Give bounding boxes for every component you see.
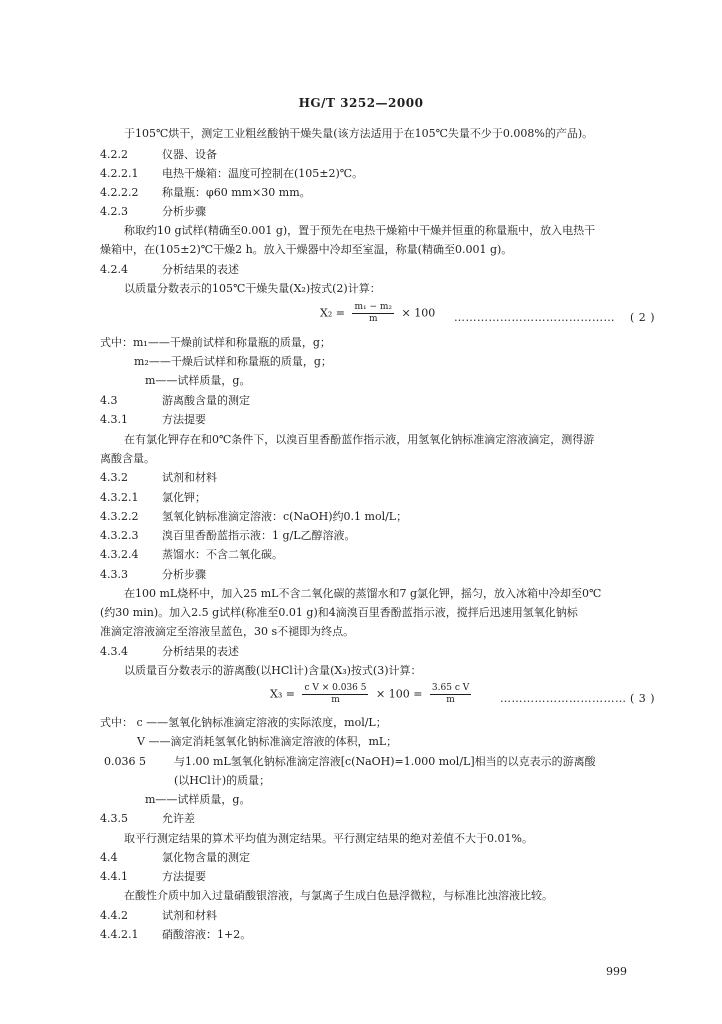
section-heading <box>100 148 217 162</box>
line-text: 离酸含量。 <box>100 452 155 465</box>
line-text: 于105℃烘干，测定工业粗丝酸钠干燥失量(该方法适用于在105℃失量不少于0.008%的产品)。 <box>124 127 594 140</box>
text-line <box>124 587 601 601</box>
clause-line <box>100 491 206 505</box>
text-line <box>124 127 593 141</box>
text-line <box>124 664 422 678</box>
equation-3 <box>270 683 475 706</box>
section-number: 4.4.2.1 <box>100 928 139 941</box>
line-text: 以质量百分数表示的游离酸(以HCl计)含量(X₃)按式(3)计算： <box>124 664 422 677</box>
text-line <box>124 889 553 903</box>
where-line <box>145 374 250 388</box>
line-text: 试样质量，g。 <box>177 374 251 387</box>
text-line <box>124 224 595 238</box>
clause-line <box>100 928 251 942</box>
section-heading <box>100 413 206 427</box>
symbol: 0.036 5 <box>104 755 146 768</box>
section-number: 4.3.2.1 <box>100 491 139 504</box>
line-text: 干燥前试样和称量瓶的质量，g； <box>169 336 331 349</box>
section-number: 4.4.1 <box>100 870 128 883</box>
symbol: m—— <box>145 793 178 806</box>
section-number: 4.3.3 <box>100 568 128 581</box>
equation-middle: × 100 = <box>375 687 423 701</box>
clause-line <box>100 510 407 524</box>
line-text: 取平行测定结果的算术平均值为测定结果。平行测定结果的绝对差值不大于0.01%。 <box>124 832 533 845</box>
text-line <box>100 625 354 639</box>
line-text: 准滴定溶液滴定至溶液呈蓝色，30 s不褪即为终点。 <box>100 625 355 638</box>
fraction-denominator: m <box>331 695 340 705</box>
where-line <box>100 716 387 730</box>
line-text: 氯化钾； <box>162 491 206 504</box>
line-text: 游离酸含量的测定 <box>162 394 250 407</box>
line-text: 方法提要 <box>162 413 206 426</box>
section-heading <box>100 645 239 659</box>
section-heading <box>100 263 239 277</box>
equation-leader-dots: …………………………………… <box>454 311 615 324</box>
line-text: 硝酸溶液：1+2。 <box>162 928 252 941</box>
line-text: 燥箱中，在(105±2)℃干燥2 h。放入干燥器中冷却至室温，称量(精确至0.001 g)。 <box>100 243 513 256</box>
section-heading <box>100 851 250 865</box>
section-number: 4.3.2.2 <box>100 510 139 523</box>
where-line <box>100 336 331 350</box>
line-text: 溴百里香酚蓝指示液：1 g/L乙醇溶液。 <box>162 529 356 542</box>
section-heading <box>100 568 206 582</box>
line-text: 滴定消耗氢氧化钠标准滴定溶液的体积，mL； <box>170 735 398 748</box>
line-text: 称量瓶：φ60 mm×30 mm。 <box>162 186 311 199</box>
symbol: m—— <box>145 374 178 387</box>
page-number: 999 <box>606 965 627 978</box>
line-text: 在100 mL烧杯中，加入25 mL不含二氧化碳的蒸馏水和7 g氯化钾，摇匀，放入冰箱中冷却至0℃ <box>124 587 602 600</box>
text-line <box>100 243 512 257</box>
fraction <box>302 683 368 706</box>
line-text: 与1.00 mL氢氧化钠标准滴定溶液[c(NaOH)=1.000 mol/L]相当的以克表示的游离酸 <box>174 755 596 768</box>
equation-lhs: X₂ = <box>320 306 345 320</box>
fraction-denominator: m <box>446 695 455 705</box>
line-text: 称取约10 g试样(精确至0.001 g)，置于预先在电热干燥箱中干燥并恒重的称量瓶中，放入电热干 <box>124 224 596 237</box>
section-heading <box>100 205 206 219</box>
line-text: 蒸馏水：不含二氧化碳。 <box>162 548 283 561</box>
clause-line <box>100 529 356 543</box>
symbol: 式中：m₁—— <box>100 336 170 349</box>
line-text: 以质量分数表示的105℃干燥失量(X₂)按式(2)计算： <box>124 282 381 295</box>
section-number: 4.4.2 <box>100 909 128 922</box>
where-line <box>134 355 332 369</box>
line-text: 干燥后试样和称量瓶的质量，g； <box>170 355 332 368</box>
where-line <box>145 793 250 807</box>
equation-lhs: X₃ = <box>270 687 295 701</box>
section-number: 4.2.2.2 <box>100 186 139 199</box>
section-number: 4.3.2.3 <box>100 529 139 542</box>
line-text: 氢氧化钠标准滴定溶液的实际浓度，mol/L； <box>168 716 387 729</box>
equation-leader-dots: …………………………… <box>500 692 627 705</box>
fraction-numerator: c V × 0.036 5 <box>304 683 367 693</box>
clause-line <box>100 548 283 562</box>
section-number: 4.2.2 <box>100 148 128 161</box>
line-text: 分析结果的表述 <box>162 263 239 276</box>
where-line <box>137 735 397 749</box>
section-heading <box>100 909 217 923</box>
section-heading <box>100 812 195 826</box>
equation-2 <box>320 302 435 325</box>
text-line <box>124 433 594 447</box>
symbol: 式中： c —— <box>100 716 169 729</box>
line-text: 仪器、设备 <box>162 148 217 161</box>
clause-line <box>100 186 311 200</box>
line-text: 氯化物含量的测定 <box>162 851 250 864</box>
line-text: 在有氯化钾存在和0℃条件下，以溴百里香酚蓝作指示液，用氢氧化钠标准滴定溶液滴定，测得游 <box>124 433 595 446</box>
fraction-numerator: 3.65 c V <box>431 683 470 693</box>
section-number: 4.3.5 <box>100 812 128 825</box>
line-text: 方法提要 <box>162 870 206 883</box>
line-text: 分析步骤 <box>162 205 206 218</box>
section-number: 4.3.1 <box>100 413 128 426</box>
text-line <box>100 606 578 620</box>
fraction-numerator: m₁ − m₂ <box>354 302 393 312</box>
section-heading <box>100 394 250 408</box>
line-text: 在酸性介质中加入过量硝酸银溶液，与氯离子生成白色悬浮微粒，与标准比浊溶液比较。 <box>124 889 553 902</box>
symbol: m₂—— <box>134 355 171 368</box>
line-text: 分析结果的表述 <box>162 645 239 658</box>
line-text: 试样质量，g。 <box>177 793 251 806</box>
fraction-denominator: m <box>368 314 378 324</box>
section-number: 4.3.2 <box>100 471 128 484</box>
equation-label: ( 3 ) <box>630 692 656 705</box>
line-text: 氢氧化钠标准滴定溶液：c(NaOH)约0.1 mol/L； <box>162 510 408 523</box>
text-line <box>124 832 533 846</box>
fraction <box>430 683 471 706</box>
line-text: 允许差 <box>162 812 195 825</box>
line-text: 试剂和材料 <box>162 909 217 922</box>
where-line <box>104 755 596 769</box>
fraction <box>352 302 394 325</box>
section-number: 4.3.2.4 <box>100 548 139 561</box>
page-header: HG/T 3252—2000 <box>298 96 424 110</box>
clause-line <box>100 167 363 181</box>
text-line <box>100 452 155 466</box>
section-number: 4.2.3 <box>100 205 128 218</box>
section-heading <box>100 870 206 884</box>
section-number: 4.3.4 <box>100 645 128 658</box>
text-line <box>124 282 381 296</box>
line-text: 电热干燥箱：温度可控制在(105±2)℃。 <box>162 167 364 180</box>
equation-label: ( 2 ) <box>630 311 656 324</box>
section-number: 4.4 <box>100 851 118 864</box>
symbol: V —— <box>137 735 171 748</box>
equation-rhs: × 100 <box>401 306 436 320</box>
section-number: 4.2.4 <box>100 263 128 276</box>
line-text: 分析步骤 <box>162 568 206 581</box>
section-number: 4.2.2.1 <box>100 167 139 180</box>
section-number: 4.3 <box>100 394 118 407</box>
line-text: (以HCl计)的质量； <box>174 774 271 787</box>
line-text: (约30 min)。加入2.5 g试样(称准至0.01 g)和4滴溴百里香酚蓝指示液，搅拌后迅速用氢氧化钠标 <box>100 606 578 619</box>
where-line <box>174 774 270 788</box>
line-text: 试剂和材料 <box>162 471 217 484</box>
section-heading <box>100 471 217 485</box>
